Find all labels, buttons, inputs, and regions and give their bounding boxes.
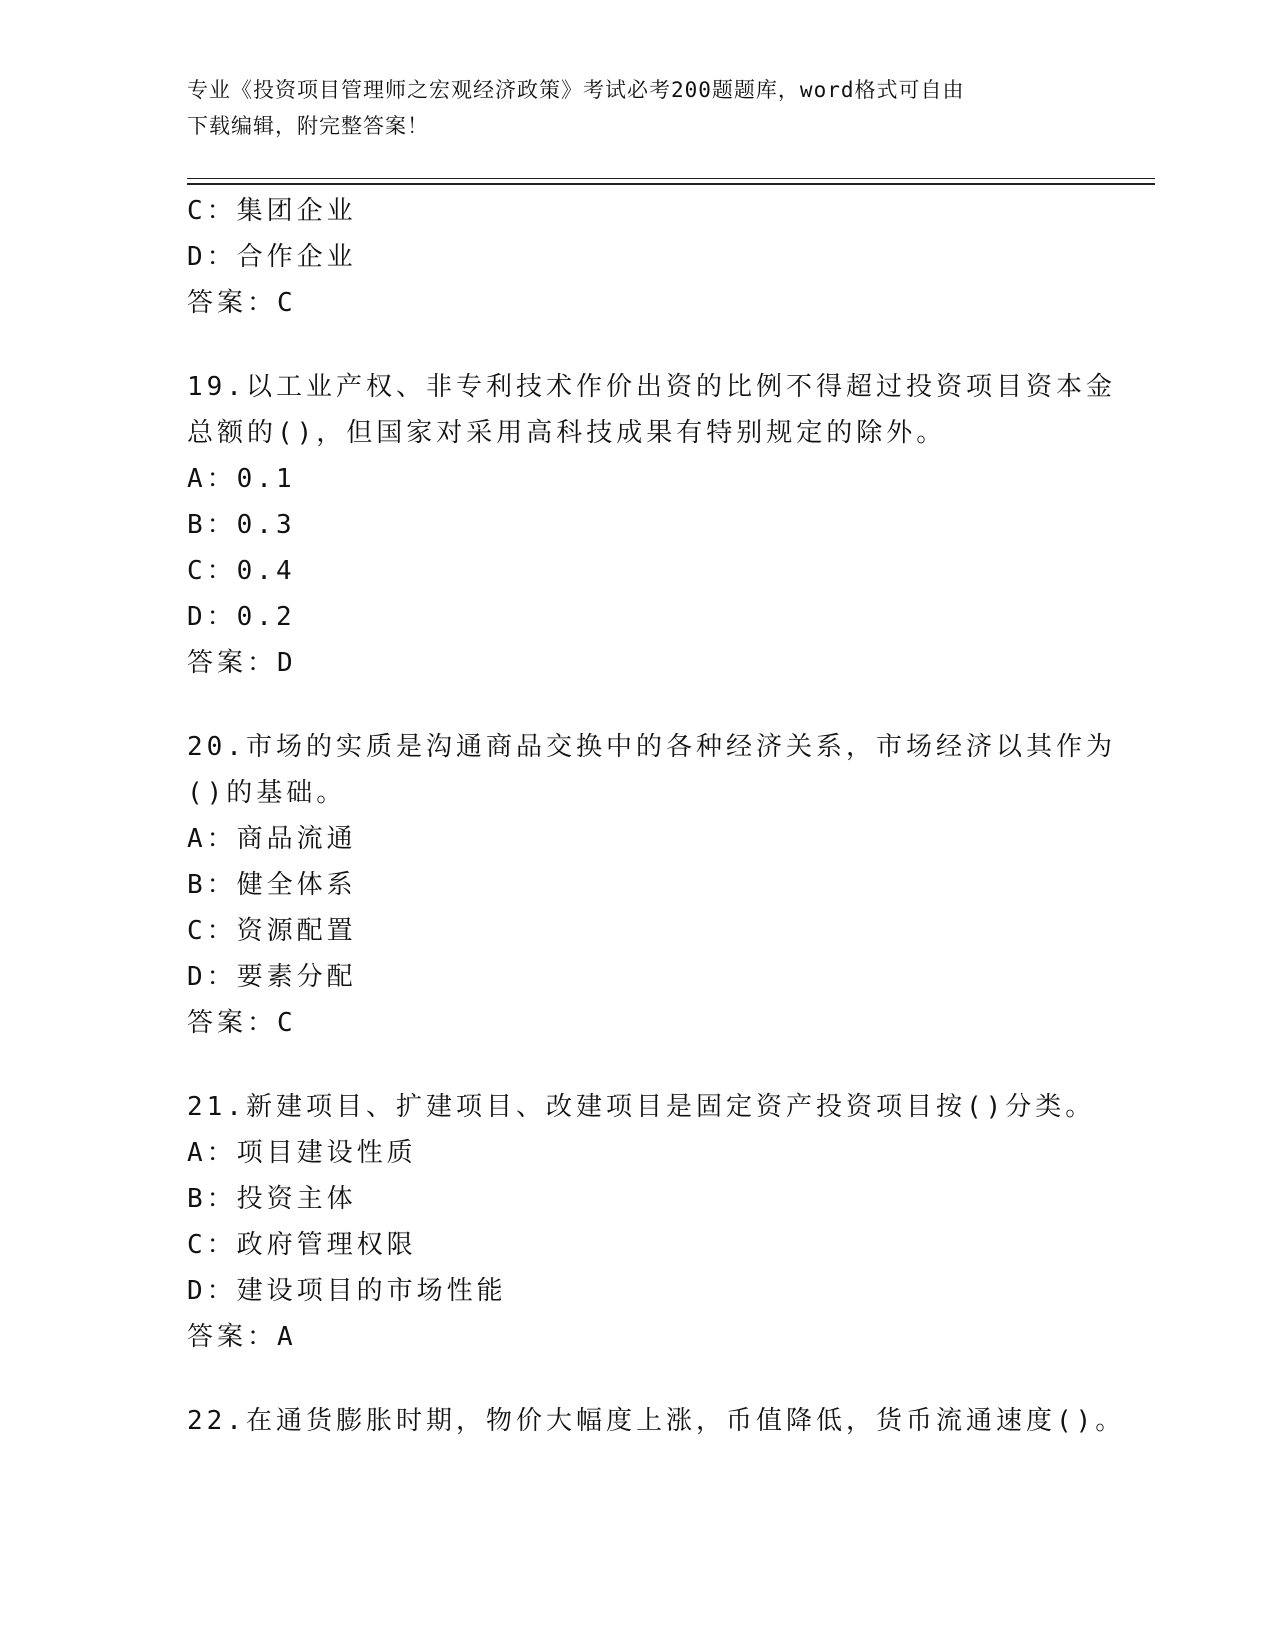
question-stem-line: 22.在通货膨胀时期，物价大幅度上涨，币值降低，货币流通速度()。 [187, 1406, 1126, 1436]
option-a: A：项目建设性质 [187, 1138, 417, 1168]
option-a: A：商品流通 [187, 824, 357, 854]
header-line-1: 专业《投资项目管理师之宏观经济政策》考试必考200题题库，word格式可自由 [187, 78, 965, 102]
option-c: C：资源配置 [187, 916, 357, 946]
option-a: A：0.1 [187, 464, 296, 494]
option-d: D：要素分配 [187, 962, 357, 992]
option-b: B：0.3 [187, 510, 296, 540]
answer: 答案：D [187, 648, 297, 678]
answer: 答案：C [187, 288, 297, 318]
option-d: D：建设项目的市场性能 [187, 1276, 507, 1306]
option-b: B：投资主体 [187, 1184, 357, 1214]
document-body [187, 188, 1137, 1444]
answer: 答案：C [187, 1008, 297, 1038]
question-stem-line: 21.新建项目、扩建项目、改建项目是固定资产投资项目按()分类。 [187, 1092, 1096, 1122]
question-stem-line: 20.市场的实质是沟通商品交换中的各种经济关系，市场经济以其作为 [187, 732, 1116, 762]
question-22 [187, 1398, 1137, 1444]
option-d: D：合作企业 [187, 242, 357, 272]
document-header [187, 72, 1087, 144]
partial-question [187, 188, 1137, 326]
question-19 [187, 364, 1137, 686]
question-20 [187, 724, 1137, 1046]
question-stem-line: 总额的()，但国家对采用高科技成果有特别规定的除外。 [187, 418, 947, 448]
header-line-2: 下载编辑，附完整答案！ [187, 114, 429, 138]
question-stem-line: 19.以工业产权、非专利技术作价出资的比例不得超过投资项目资本金 [187, 372, 1116, 402]
option-d: D：0.2 [187, 602, 296, 632]
question-21 [187, 1084, 1137, 1360]
option-b: B：健全体系 [187, 870, 357, 900]
header-divider-thin [187, 178, 1155, 179]
option-c: C：集团企业 [187, 196, 357, 226]
option-c: C：政府管理权限 [187, 1230, 417, 1260]
header-divider-thick [187, 183, 1155, 185]
question-stem-line: ()的基础。 [187, 778, 347, 808]
answer: 答案：A [187, 1322, 297, 1352]
option-c: C：0.4 [187, 556, 296, 586]
